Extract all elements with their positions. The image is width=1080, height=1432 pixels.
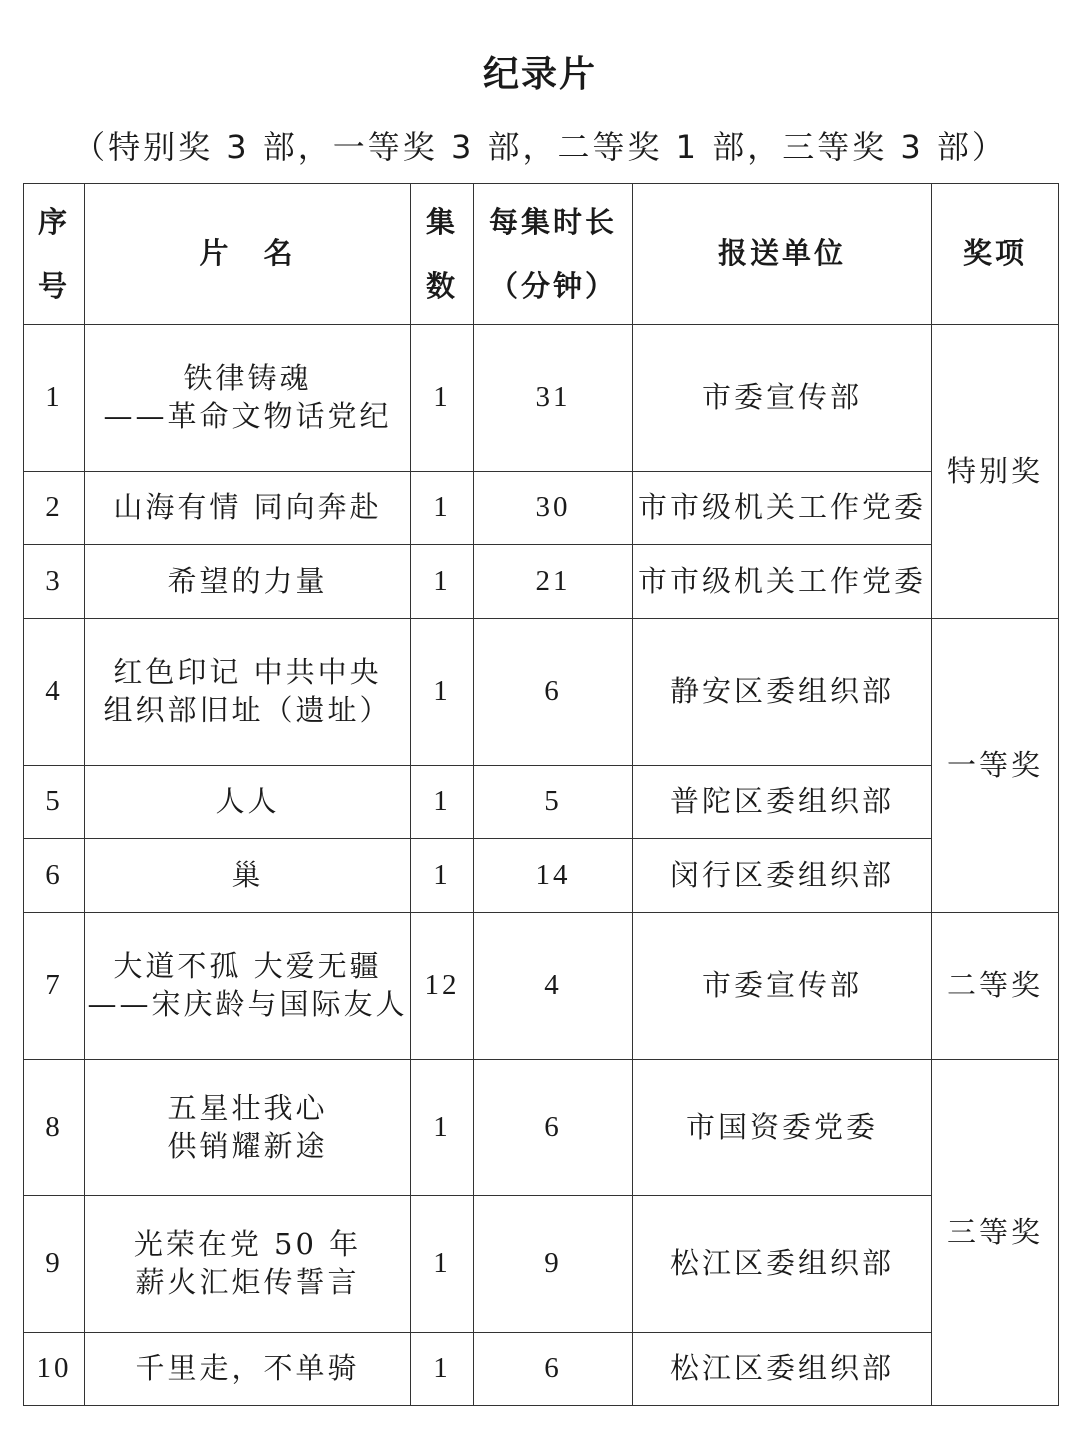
table-row <box>24 619 1059 766</box>
row-duration: 9 <box>474 1196 633 1333</box>
row-duration: 4 <box>474 913 633 1060</box>
row-episodes: 1 <box>411 325 474 472</box>
row-index: 7 <box>24 913 85 1060</box>
row-index: 5 <box>24 766 85 839</box>
table-row <box>24 1060 1059 1196</box>
row-name: 人人 <box>85 766 411 839</box>
row-episodes: 1 <box>411 839 474 913</box>
row-unit: 普陀区委组织部 <box>633 766 932 839</box>
row-name: 巢 <box>85 839 411 913</box>
table-row <box>24 839 1059 913</box>
header-award: 奖项 <box>932 184 1059 325</box>
table-row <box>24 1196 1059 1333</box>
row-unit: 市委宣传部 <box>633 913 932 1060</box>
row-duration: 6 <box>474 1333 633 1406</box>
table-row <box>24 545 1059 619</box>
row-index: 8 <box>24 1060 85 1196</box>
row-unit: 市委宣传部 <box>633 325 932 472</box>
table-row <box>24 325 1059 472</box>
row-unit: 闵行区委组织部 <box>633 839 932 913</box>
row-index: 3 <box>24 545 85 619</box>
row-index: 1 <box>24 325 85 472</box>
row-unit: 市市级机关工作党委 <box>633 545 932 619</box>
page-title: 纪录片 <box>482 54 597 95</box>
row-name: 千里走，不单骑 <box>85 1333 411 1406</box>
row-unit: 市国资委党委 <box>633 1060 932 1196</box>
page-subtitle: （特别奖 3 部，一等奖 3 部，二等奖 1 部，三等奖 3 部） <box>73 128 1007 166</box>
header-duration: 每集时长 （分钟） <box>474 184 633 325</box>
row-name: 大道不孤 大爱无疆 ——宋庆龄与国际友人 <box>85 913 411 1060</box>
row-index: 6 <box>24 839 85 913</box>
header-name: 片 名 <box>85 184 411 325</box>
award-cell: 二等奖 <box>932 913 1059 1060</box>
table-row <box>24 1333 1059 1406</box>
row-index: 2 <box>24 472 85 545</box>
table-row <box>24 472 1059 545</box>
row-duration: 14 <box>474 839 633 913</box>
row-duration: 5 <box>474 766 633 839</box>
row-episodes: 1 <box>411 766 474 839</box>
row-index: 4 <box>24 619 85 766</box>
row-name: 光荣在党 50 年 薪火汇炬传誓言 <box>85 1196 411 1333</box>
row-unit: 松江区委组织部 <box>633 1196 932 1333</box>
row-index: 9 <box>24 1196 85 1333</box>
row-episodes: 12 <box>411 913 474 1060</box>
row-name: 山海有情 同向奔赴 <box>85 472 411 545</box>
table-row <box>24 766 1059 839</box>
row-episodes: 1 <box>411 545 474 619</box>
row-name: 希望的力量 <box>85 545 411 619</box>
award-cell: 特别奖 <box>932 325 1059 619</box>
row-duration: 30 <box>474 472 633 545</box>
row-index: 10 <box>24 1333 85 1406</box>
row-duration: 21 <box>474 545 633 619</box>
row-name: 红色印记 中共中央 组织部旧址（遗址） <box>85 619 411 766</box>
table-row <box>24 913 1059 1060</box>
awards-table <box>23 183 1059 1406</box>
row-episodes: 1 <box>411 619 474 766</box>
table-header-row <box>24 184 1059 325</box>
row-episodes: 1 <box>411 1060 474 1196</box>
row-episodes: 1 <box>411 1333 474 1406</box>
header-unit: 报送单位 <box>633 184 932 325</box>
row-episodes: 1 <box>411 472 474 545</box>
award-cell: 三等奖 <box>932 1060 1059 1406</box>
row-duration: 31 <box>474 325 633 472</box>
row-name: 五星壮我心 供销耀新途 <box>85 1060 411 1196</box>
row-episodes: 1 <box>411 1196 474 1333</box>
row-unit: 静安区委组织部 <box>633 619 932 766</box>
header-index: 序 号 <box>24 184 85 325</box>
row-name: 铁律铸魂 ——革命文物话党纪 <box>85 325 411 472</box>
award-cell: 一等奖 <box>932 619 1059 913</box>
row-duration: 6 <box>474 1060 633 1196</box>
row-unit: 市市级机关工作党委 <box>633 472 932 545</box>
row-unit: 松江区委组织部 <box>633 1333 932 1406</box>
header-episodes: 集 数 <box>411 184 474 325</box>
row-duration: 6 <box>474 619 633 766</box>
